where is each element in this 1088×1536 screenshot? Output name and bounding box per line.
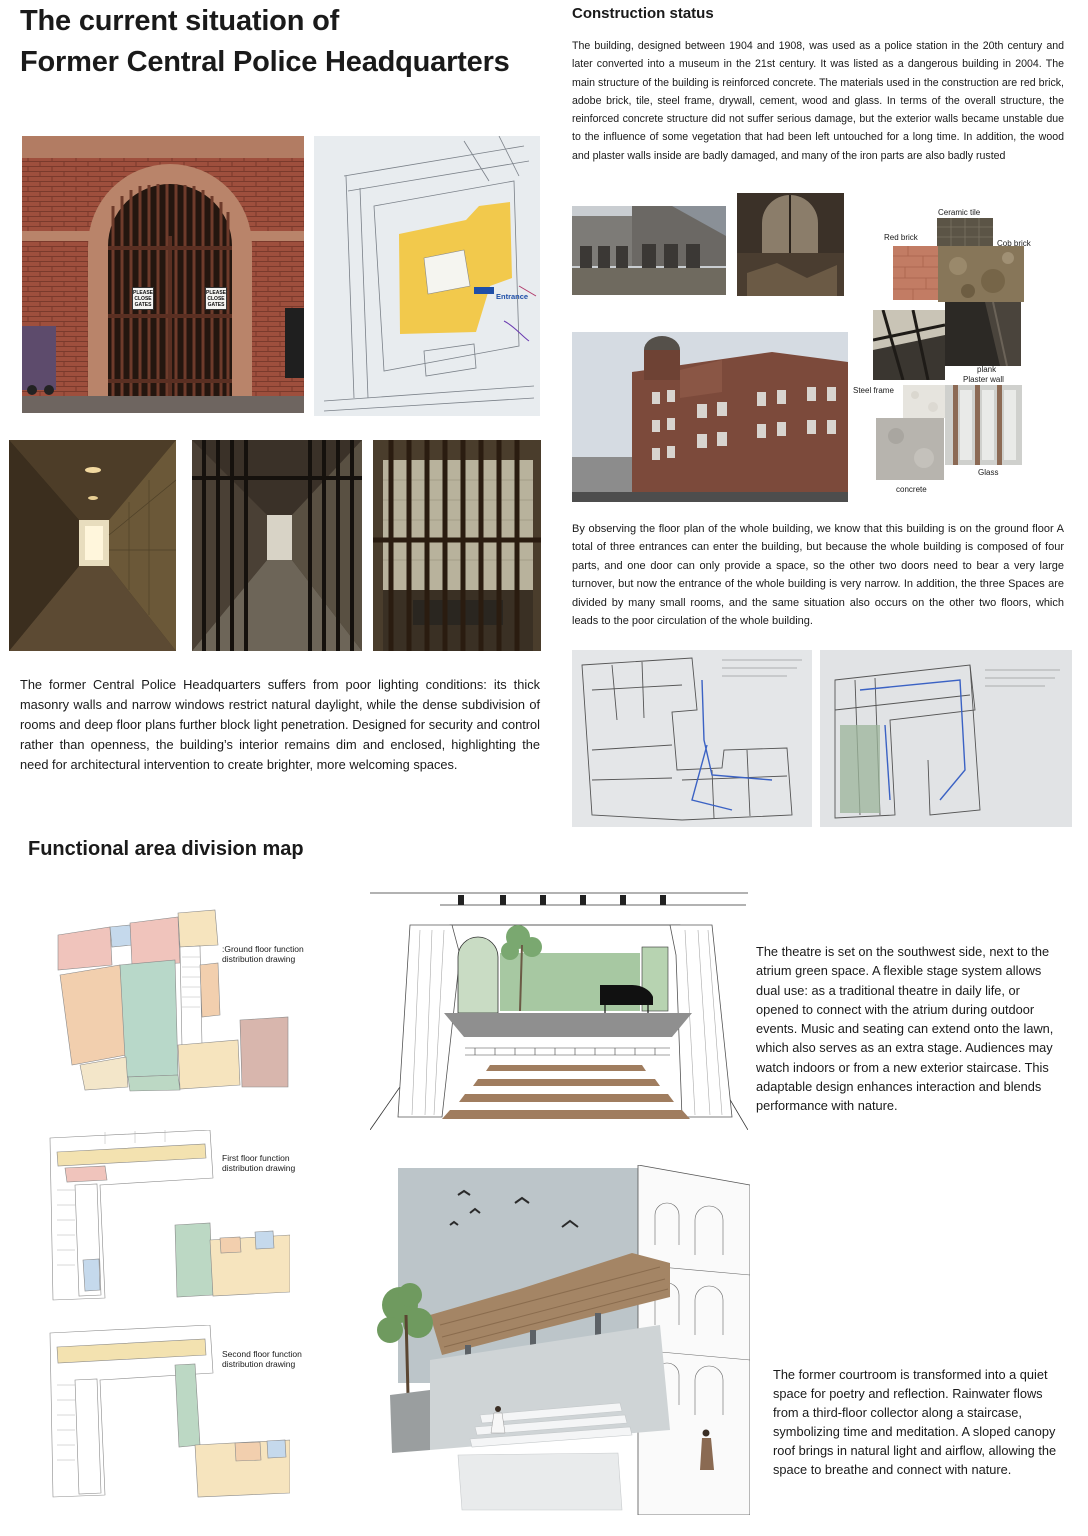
first-floor-label	[222, 1153, 295, 1173]
label-ceramic-tile: Ceramic tile	[938, 208, 981, 217]
label-red-brick: Red brick	[884, 233, 918, 242]
second-floor-label-line2: distribution drawing	[222, 1359, 296, 1369]
stair-strip	[180, 946, 202, 1047]
first-floor-label-line1: First floor function	[222, 1153, 290, 1163]
entrance-label: Entrance	[496, 292, 529, 301]
inner-courtyard	[424, 250, 470, 294]
zone-beige-b	[178, 1040, 240, 1089]
stage	[444, 1013, 692, 1037]
zone-green	[175, 1223, 213, 1297]
circulation-text: By observing the floor plan of the whole building, we know that this building is on the ground floor A total of three entrances can enter the building, but because the whole building is composed of four parts, and one door can only provide a space, so the other two doors need to bear a very large turnover, but now the entrance of the whole building is very narrow. In addition, the three Spaces are divided by many small rooms, and the same situation also occurs on the other two floors, which leads to the poor circulation of the whole building.	[572, 523, 1064, 628]
label-glass: Glass	[978, 468, 999, 477]
courtroom-render	[370, 1165, 750, 1515]
ceramic-tile-swatch	[937, 218, 993, 246]
dark-bin	[285, 308, 304, 378]
second-floor-label-line1: Second floor function	[222, 1349, 302, 1359]
zone-pink-a	[58, 927, 112, 970]
corridor-photo-3	[373, 440, 541, 651]
plaster-wall-swatch	[903, 385, 945, 418]
label-cob-brick: Cob brick	[997, 239, 1031, 248]
pavement	[22, 396, 304, 413]
ground-floor-label-line2: distribution drawing	[222, 954, 296, 964]
corridor-end-light	[267, 515, 292, 560]
ground-floor-label-line1: :Ground floor function	[222, 944, 304, 954]
tiled-wall	[383, 460, 533, 590]
red-brick-swatch	[893, 246, 938, 300]
theatre-sketch	[370, 885, 748, 1130]
cob-brick-swatch	[938, 246, 1024, 302]
zone-beige-a	[178, 910, 218, 947]
steel-frame-swatch	[873, 310, 945, 380]
zone-orange	[60, 965, 126, 1065]
concrete-swatch	[876, 418, 944, 480]
label-plank: plank	[977, 365, 997, 374]
survey-floor-plan-2	[820, 650, 1072, 827]
courtyard-photo	[572, 206, 726, 295]
gate-sign-right: PLEASE CLOSE GATES	[205, 287, 227, 310]
glass-swatch	[945, 385, 1022, 465]
building-exterior-photo	[572, 332, 848, 502]
plank-swatch	[945, 302, 1021, 366]
zone-pink-b	[130, 917, 180, 965]
theatre-text: The theatre is set on the southwest side, next to the atrium green space. A flexible stage system allows dual use: as a traditional theatre in daily life, or opened to connect with the atrium during outdoor events. Music and seating can extend onto the lawn, which also serves as an extra stage. Audiences may watch indoors or from a new exterior staircase. This adaptable design enhances interaction and blends performance with nature.	[756, 944, 1054, 1114]
purple-bin	[22, 326, 56, 390]
survey-floor-plan-1	[572, 650, 812, 827]
courtroom-text: The former courtroom is transformed into a quiet space for poetry and reflection. Rainwater flows from a third-floor collector along a staircase, symbolizing time and meditation. A sloped canopy roof brings in natural light and airflow, allowing the space to breathe and connect with nature.	[773, 1367, 1057, 1477]
entrance-marker	[474, 287, 494, 294]
interior-photo	[737, 193, 844, 296]
front-platform	[458, 1453, 622, 1510]
second-floor-label	[222, 1349, 302, 1369]
gate-sign-left: PLEASE CLOSE GATES	[132, 287, 154, 310]
hatched-area	[840, 725, 880, 813]
zone-green	[175, 1364, 200, 1447]
zone-mauve	[240, 1017, 288, 1087]
first-floor-label-line2: distribution drawing	[222, 1163, 296, 1173]
title-line-1: The current situation of	[20, 5, 340, 37]
arched-window	[458, 937, 498, 1013]
poster-title	[20, 1, 510, 83]
ground-floor-function-plan	[50, 905, 290, 1095]
corridor-photo-1	[9, 440, 176, 651]
construction-status-text: The building, designed between 1904 and 1908, was used as a police station in the 20th century and later converted into a museum in the 21st century. It was listed as a dangerous building in 2004. The main structure of the building is reinforced concrete. The materials used in the construction are red brick, adobe brick, tile, steel frame, drywall, cement, wood and glass. In terms of the overall structure, the reinforced concrete structure did not suffer serious damage, but the exterior walls became unstable due to the influence of some vegetation that had been left untouched for a long time. In addition, the wood and plaster walls inside are badly damaged, and many of the iron parts are also badly rusted	[572, 40, 1064, 162]
gate-photo	[22, 136, 304, 413]
title-line-2: Former Central Police Headquarters	[20, 46, 510, 78]
corridor-photo-2	[192, 440, 362, 651]
zone-blue-a	[110, 925, 132, 947]
construction-status-heading: Construction status	[572, 5, 714, 22]
functional-map-heading: Functional area division map	[28, 838, 304, 860]
label-steel-frame: Steel frame	[853, 386, 894, 395]
label-plaster-wall: Plaster wall	[963, 375, 1004, 384]
site-plan	[314, 136, 540, 416]
ground-floor-label	[222, 944, 304, 964]
lighting-text: The former Central Police Headquarters suffers from poor lighting conditions: its thick masonry walls and narrow windows restrict natural daylight, while the dense subdivision of rooms and deep floor plans further block light penetration. Designed for security and control rather than openness, the building’s interior remains dim and enclosed, highlighting the need for architectural intervention to create brighter, more welcoming spaces.	[20, 677, 540, 772]
label-concrete: concrete	[896, 485, 927, 494]
zone-green	[120, 960, 178, 1077]
